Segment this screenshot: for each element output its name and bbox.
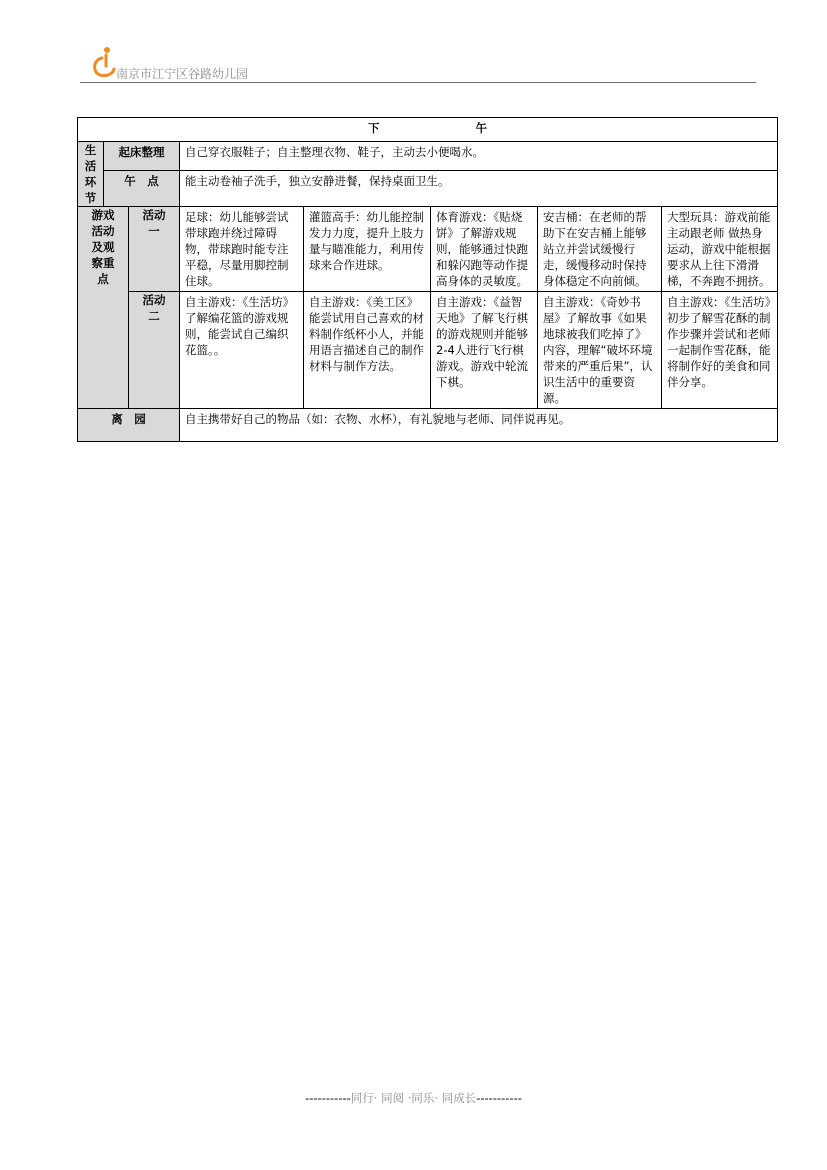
activity2-cell: 自主游戏：《美工区》能尝试用自己喜欢的材料制作纸杯小人，并能用语言描述自己的制作材料与制作方法。 <box>304 292 431 409</box>
page-footer <box>0 1090 827 1106</box>
page-header <box>80 42 756 84</box>
game-section-label: 游戏活动及观察重点 <box>78 207 129 409</box>
table-row <box>78 292 778 409</box>
activity2-cell: 自主游戏：《奇妙书屋》了解故事《如果地球被我们吃掉了》内容，理解“破坏环境带来的严重后果”，认识生活中的重要资源。 <box>538 292 662 409</box>
activity1-cell: 足球：幼儿能够尝试带球跑并绕过障碍物，带球跑时能专注平稳，尽量用脚控制住球。 <box>180 207 304 292</box>
activity2-cell: 自主游戏：《益智天地》了解飞行棋的游戏规则并能够2-4人进行飞行棋游戏。游戏中轮流下棋。 <box>431 292 538 409</box>
table-row <box>78 171 778 207</box>
leave-content: 自主携带好自己的物品（如：衣物、水杯），有礼貌地与老师、同伴说再见。 <box>180 409 778 442</box>
footer-dash-right: ----------- <box>476 1091 522 1105</box>
header-divider <box>80 82 756 83</box>
activity1-cell: 安吉桶：在老师的帮助下在安吉桶上能够站立并尝试缓慢行走，缓慢移动时保持身体稳定不向前倾。 <box>538 207 662 292</box>
row-content-snack: 能主动卷袖子洗手，独立安静进餐，保持桌面卫生。 <box>180 171 778 207</box>
school-logo-icon <box>90 44 116 78</box>
footer-motto: 同行· 同阅 ·同乐· 同成长 <box>350 1091 477 1105</box>
leave-label: 离 园 <box>78 409 180 442</box>
table-row <box>78 409 778 442</box>
life-section-label: 生活环节 <box>78 142 104 207</box>
table-title: 下 午 <box>78 118 778 142</box>
footer-dash-left: ----------- <box>305 1091 351 1105</box>
school-name: 南京市江宁区谷路幼儿园 <box>116 67 249 81</box>
row-content-getup: 自己穿衣服鞋子；自主整理衣物、鞋子，主动去小便喝水。 <box>180 142 778 171</box>
activity1-cell: 灌篮高手：幼儿能控制发力力度，提升上肢力量与瞄准能力，利用传球来合作进球。 <box>304 207 431 292</box>
activity2-cell: 自主游戏：《生活坊》了解编花篮的游戏规则，能尝试自己编织花篮。。 <box>180 292 304 409</box>
row-label-snack: 午 点 <box>104 171 180 207</box>
table-row <box>78 142 778 171</box>
table-row <box>78 207 778 292</box>
activity1-cell: 体育游戏：《贴烧饼》了解游戏规则，能够通过快跑和躲闪跑等动作提高身体的灵敏度。 <box>431 207 538 292</box>
table-title-row <box>78 118 778 142</box>
activity2-cell: 自主游戏：《生活坊》初步了解雪花酥的制作步骤并尝试和老师一起制作雪花酥，能将制作好的美食和同伴分享。 <box>662 292 778 409</box>
activity-label-1: 活动一 <box>129 207 180 292</box>
activity-label-2: 活动二 <box>129 292 180 409</box>
activity1-cell: 大型玩具：游戏前能主动跟老师 做热身运动，游戏中能根据要求从上往下滑滑梯，不奔跑不拥挤。 <box>662 207 778 292</box>
row-label-getup: 起床整理 <box>104 142 180 171</box>
schedule-table <box>77 117 778 442</box>
